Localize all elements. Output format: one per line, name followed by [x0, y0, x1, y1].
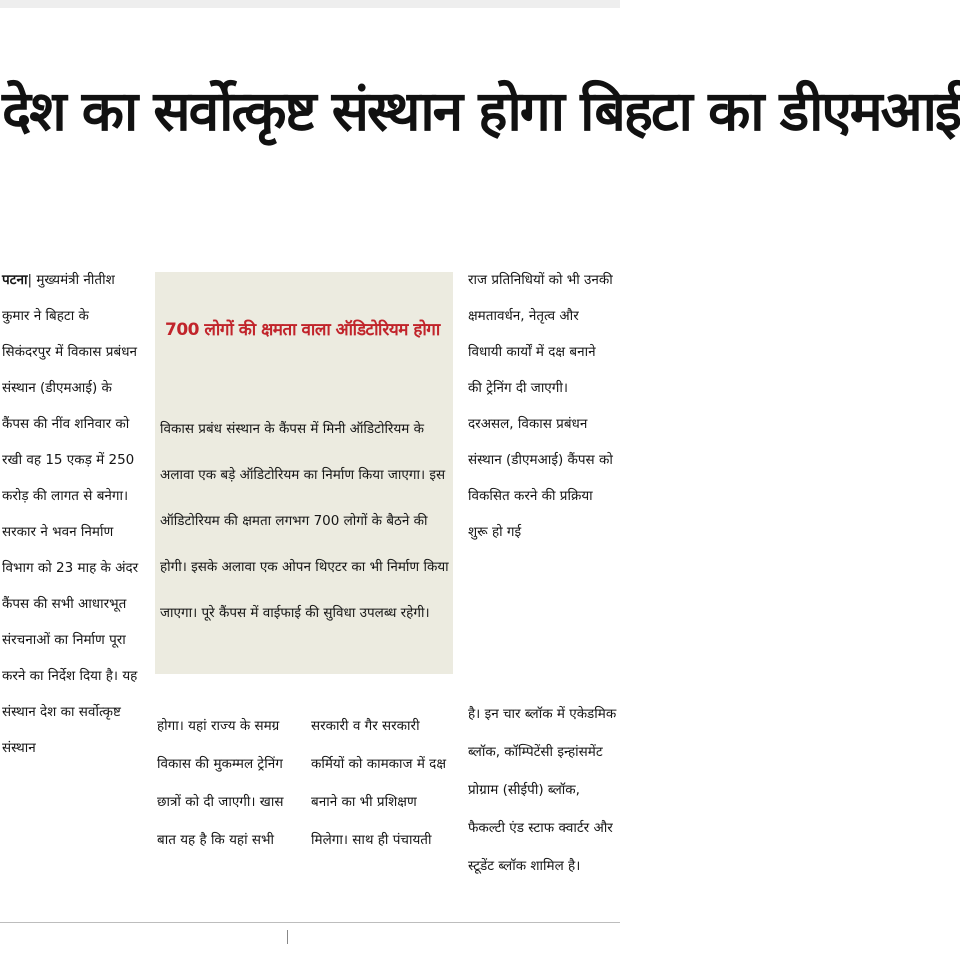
- dateline: पटना: [2, 272, 28, 288]
- highlight-box-title: 700 लोगों की क्षमता वाला ऑडिटोरियम होगा: [165, 320, 440, 340]
- bottom-tick: [287, 930, 288, 944]
- top-rule: [0, 0, 620, 8]
- middle-column-1: होगा। यहां राज्य के समग्र विकास की मुकम्मल ट्रेनिंग छात्रों को दी जाएगी। खास बात यह है कि यहां सभी: [157, 718, 284, 848]
- left-column-text: मुख्यमंत्री नीतीश कुमार ने बिहटा के सिकंदरपुर में विकास प्रबंधन संस्थान (डीएमआई) के कैंपस की नींव शनिवार को रखी वह 15 एकड़ में 250 करोड़ की लागत से बनेगा। सरकार ने भवन निर्माण विभाग को 23 माह के अंदर कैंपस की सभी आधारभूत संरचनाओं का निर्माण पूरा करने का निर्देश दिया है। यह संस्थान देश का सर्वोत्कृष्ट संस्थान: [2, 272, 139, 756]
- dateline-separator: |: [27, 272, 37, 288]
- right-column-top: राज प्रतिनिधियों को भी उनकी क्षमतावर्धन, नेतृत्व और विधायी कार्यों में दक्ष बनाने की ट्रेनिंग दी जाएगी। दरअसल, विकास प्रबंधन संस्थान (डीएमआई) कैंपस को विकसित करने की प्रक्रिया शुरू हो गई: [468, 272, 613, 540]
- right-column-bottom: है। इन चार ब्लॉक में एकेडमिक ब्लॉक, कॉम्पिटेंसी इन्हांसमेंट प्रोग्राम (सीईपी) ब्लॉक, फैकल्टी एंड स्टाफ क्वार्टर और स्टूडेंट ब्लॉक शामिल है।: [468, 706, 617, 874]
- left-column: [2, 262, 142, 766]
- bottom-rule: [0, 922, 620, 923]
- middle-column-2: सरकारी व गैर सरकारी कर्मियों को कामकाज में दक्ष बनाने का भी प्रशिक्षण मिलेगा। साथ ही पंचायती: [311, 718, 447, 848]
- highlight-box-body: विकास प्रबंध संस्थान के कैंपस में मिनी ऑडिटोरियम के अलावा एक बड़े ऑडिटोरियम का निर्माण किया जाएगा। इस ऑडिटोरियम की क्षमता लगभग 700 लोगों के बैठने की होगी। इसके अलावा एक ओपन थिएटर का भी निर्माण किया जाएगा। पूरे कैंपस में वाईफाई की सुविधा उपलब्ध रहेगी।: [160, 421, 449, 621]
- headline: देश का सर्वोत्कृष्ट संस्थान होगा बिहटा का डीएमआई: [2, 79, 960, 143]
